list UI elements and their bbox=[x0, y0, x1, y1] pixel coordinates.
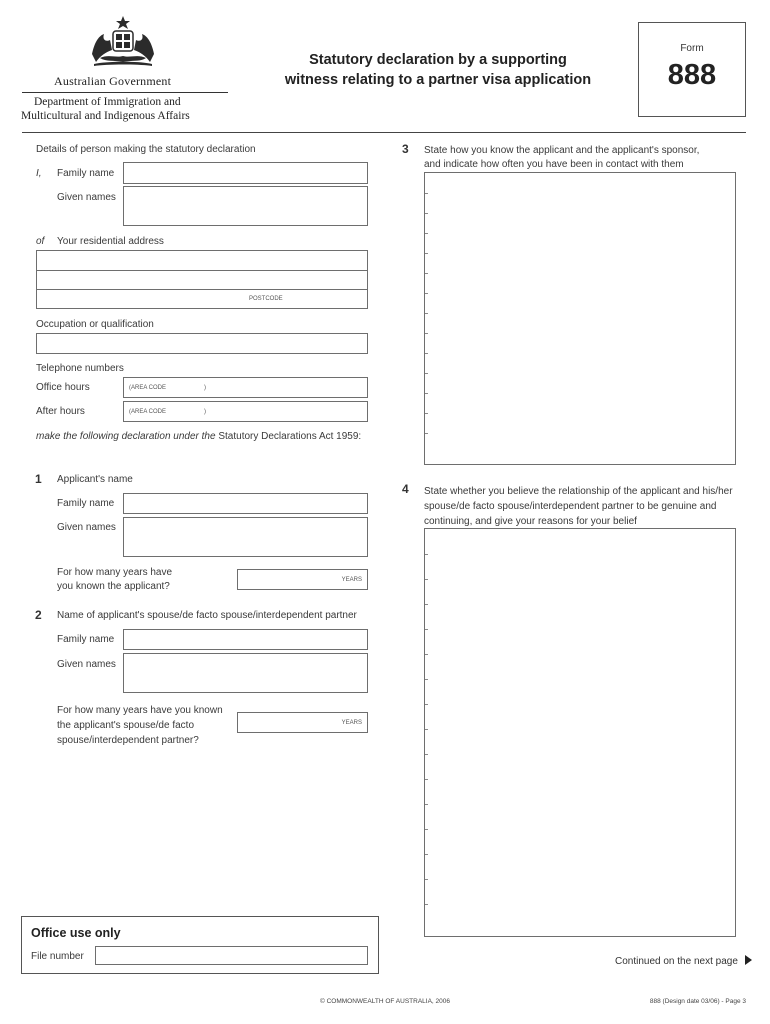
line-guide bbox=[425, 433, 428, 434]
q4-number: 4 bbox=[402, 482, 409, 496]
page-info: 888 (Design date 03/06) - Page 3 bbox=[649, 998, 746, 1005]
q1-number: 1 bbox=[35, 472, 42, 486]
form-title-line1: Statutory declaration by a supporting bbox=[309, 52, 567, 68]
postcode-label: POSTCODE bbox=[249, 296, 283, 302]
line-guide bbox=[425, 829, 428, 830]
government-name: Australian Government bbox=[54, 74, 172, 88]
continued-note bbox=[615, 955, 752, 967]
area-code-label: (AREA CODE bbox=[129, 409, 167, 415]
q2-years-unit: YEARS bbox=[341, 720, 362, 726]
line-guide bbox=[425, 704, 428, 705]
declarant-family-name-label: Family name bbox=[57, 168, 115, 179]
address-input[interactable] bbox=[36, 250, 368, 309]
q3-prompt bbox=[424, 144, 699, 172]
line-guide bbox=[425, 313, 428, 314]
q3-number: 3 bbox=[402, 142, 409, 156]
line-guide bbox=[425, 273, 428, 274]
form-number: 888 bbox=[667, 59, 717, 91]
department-line2: Multicultural and Indigenous Affairs bbox=[21, 110, 190, 122]
after-hours-phone-input[interactable] bbox=[123, 401, 368, 422]
q2-title: Name of applicant's spouse/de facto spouse/interdependent partner bbox=[57, 610, 357, 621]
declaration-italic: make the following declaration under the bbox=[36, 431, 216, 442]
line-guide bbox=[425, 629, 428, 630]
line-guide bbox=[425, 333, 428, 334]
header-rule bbox=[22, 132, 746, 133]
q3-prompt-line2: and indicate how often you have been in contact with them bbox=[424, 159, 684, 170]
line-guide bbox=[425, 904, 428, 905]
line-guide bbox=[425, 413, 428, 414]
continued-text: Continued on the next page bbox=[615, 956, 738, 967]
declarant-given-names-input[interactable] bbox=[123, 186, 368, 226]
q1-years-input[interactable] bbox=[237, 569, 368, 590]
line-guide bbox=[425, 373, 428, 374]
office-hours-label: Office hours bbox=[36, 382, 90, 393]
address-label: Your residential address bbox=[57, 236, 164, 247]
after-hours-label: After hours bbox=[36, 406, 85, 417]
q2-number: 2 bbox=[35, 608, 42, 622]
line-guide bbox=[425, 293, 428, 294]
q2-family-name-input[interactable] bbox=[123, 629, 368, 650]
line-guide bbox=[425, 193, 428, 194]
q4-answer-area[interactable] bbox=[424, 528, 736, 937]
q3-answer-area[interactable] bbox=[424, 172, 736, 465]
department-line1: Department of Immigration and bbox=[34, 96, 181, 108]
occupation-label: Occupation or qualification bbox=[36, 319, 154, 330]
area-code-label: (AREA CODE bbox=[129, 385, 167, 391]
office-hours-phone-input[interactable] bbox=[123, 377, 368, 398]
q1-years-question-line1: For how many years have bbox=[57, 567, 173, 578]
q1-title: Applicant's name bbox=[57, 474, 133, 485]
declaration-statement bbox=[36, 431, 361, 442]
i-label: I, bbox=[36, 168, 42, 179]
q2-years-question-line2: the applicant's spouse/de facto bbox=[57, 720, 195, 731]
declaration-act: Statutory Declarations Act 1959: bbox=[218, 431, 362, 442]
q2-given-names-label: Given names bbox=[57, 659, 116, 670]
q2-years-question bbox=[57, 703, 223, 748]
coat-of-arms-logo bbox=[86, 14, 160, 72]
declarant-given-names-label: Given names bbox=[57, 192, 116, 203]
line-guide bbox=[425, 654, 428, 655]
address-line-divider bbox=[37, 270, 367, 271]
q1-years-question-line2: you known the applicant? bbox=[57, 581, 170, 592]
q2-given-names-input[interactable] bbox=[123, 653, 368, 693]
line-guide bbox=[425, 579, 428, 580]
q3-prompt-line1: State how you know the applicant and the applicant's sponsor, bbox=[424, 145, 700, 156]
q4-prompt bbox=[424, 484, 733, 529]
line-guide bbox=[425, 353, 428, 354]
office-use-panel bbox=[21, 916, 379, 974]
declarant-family-name-input[interactable] bbox=[123, 162, 368, 184]
line-guide bbox=[425, 253, 428, 254]
line-guide bbox=[425, 393, 428, 394]
arrow-right-icon bbox=[745, 955, 752, 965]
line-guide bbox=[425, 554, 428, 555]
q2-years-question-line3: spouse/interdependent partner? bbox=[57, 735, 199, 746]
form-number-box bbox=[638, 22, 746, 117]
line-guide bbox=[425, 754, 428, 755]
q2-years-input[interactable] bbox=[237, 712, 368, 733]
line-guide bbox=[425, 779, 428, 780]
form-title bbox=[258, 50, 618, 90]
occupation-input[interactable] bbox=[36, 333, 368, 354]
line-guide bbox=[425, 233, 428, 234]
declarant-section-title: Details of person making the statutory declaration bbox=[36, 144, 256, 155]
q2-years-question-line1: For how many years have you known bbox=[57, 705, 223, 716]
telephone-label: Telephone numbers bbox=[36, 363, 124, 374]
line-guide bbox=[425, 804, 428, 805]
q1-family-name-label: Family name bbox=[57, 498, 115, 509]
q1-years-question bbox=[57, 566, 172, 594]
q1-given-names-input[interactable] bbox=[123, 517, 368, 557]
line-guide bbox=[425, 729, 428, 730]
address-line-divider bbox=[37, 289, 367, 290]
office-use-title: Office use only bbox=[31, 926, 121, 940]
of-label: of bbox=[36, 236, 45, 247]
file-number-label: File number bbox=[31, 951, 84, 962]
form-title-line2: witness relating to a partner visa application bbox=[284, 72, 592, 88]
q4-prompt-line2: spouse/de facto spouse/interdependent partner to be genuine and bbox=[424, 501, 717, 512]
form-label: Form bbox=[680, 43, 704, 54]
q4-prompt-line1: State whether you believe the relationship of the applicant and his/her bbox=[424, 486, 733, 497]
copyright-text: © COMMONWEALTH OF AUSTRALIA, 2006 bbox=[320, 998, 450, 1005]
area-code-close: ) bbox=[204, 409, 206, 415]
area-code-close: ) bbox=[204, 385, 206, 391]
line-guide bbox=[425, 854, 428, 855]
q4-prompt-line3: continuing, and give your reasons for your belief bbox=[424, 516, 637, 527]
line-guide bbox=[425, 213, 428, 214]
header-divider bbox=[22, 92, 228, 93]
file-number-input[interactable] bbox=[95, 946, 368, 965]
line-guide bbox=[425, 679, 428, 680]
line-guide bbox=[425, 879, 428, 880]
q1-family-name-input[interactable] bbox=[123, 493, 368, 514]
q1-years-unit: YEARS bbox=[341, 577, 362, 583]
q2-family-name-label: Family name bbox=[57, 634, 115, 645]
line-guide bbox=[425, 604, 428, 605]
q1-given-names-label: Given names bbox=[57, 522, 116, 533]
